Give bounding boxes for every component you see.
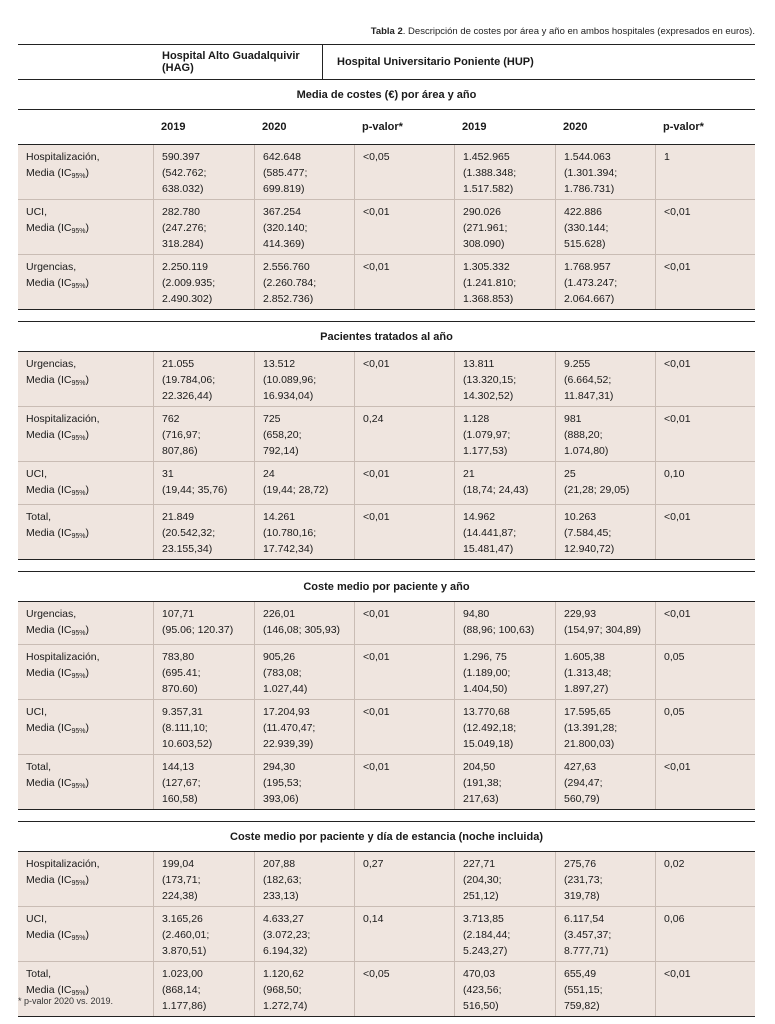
- table-cell: 1.768.957 (1.473.247; 2.064.667): [555, 255, 655, 309]
- table-cell: 25 (21,28; 29,05): [555, 462, 655, 504]
- area-name: UCI,: [26, 206, 47, 218]
- table-cell: 3.165,26 (2.460,01; 3.870,51): [153, 907, 254, 961]
- table-cell: 10.263 (7.584,45; 12.940,72): [555, 505, 655, 559]
- table-cell: 107,71 (95.06; 120.37): [153, 602, 254, 644]
- table-cell: 0,24: [354, 407, 454, 461]
- table-cell: <0,01: [655, 255, 755, 309]
- table-cell: 21.055 (19.784,06; 22.326,44): [153, 352, 254, 406]
- table-cell: <0,01: [354, 645, 454, 699]
- year-header-cell: 2019: [462, 121, 487, 133]
- table-cell: 94,80 (88,96; 100,63): [454, 602, 555, 644]
- table-cell: 725 (658,20; 792,14): [254, 407, 354, 461]
- table-cell: 0,14: [354, 907, 454, 961]
- ic-subscript: 95%: [71, 173, 86, 180]
- cost-table: [18, 44, 755, 1017]
- media-label: Media (IC: [26, 484, 72, 496]
- table-row: [18, 145, 755, 200]
- table-row: [18, 200, 755, 255]
- area-name: Urgencias,: [26, 608, 77, 620]
- table-cell: <0,05: [354, 962, 454, 1016]
- table-cell: 642.648 (585.477; 699.819): [254, 145, 354, 199]
- footnote: * p-valor 2020 vs. 2019.: [18, 996, 114, 1006]
- table-cell: 21.849 (20.542,32; 23.155,34): [153, 505, 254, 559]
- table-cell: 1.605,38 (1.313,48; 1.897,27): [555, 645, 655, 699]
- table-cell: 470,03 (423,56; 516,50): [454, 962, 555, 1016]
- media-label: Media (IC: [26, 624, 72, 636]
- section-gap: [18, 810, 755, 821]
- table-cell: 1.120,62 (968,50; 1.272,74): [254, 962, 354, 1016]
- area-name: Hospitalización,: [26, 413, 100, 425]
- media-label: Media (IC: [26, 777, 72, 789]
- table-cell: <0,01: [655, 200, 755, 254]
- table-cell: <0,01: [354, 602, 454, 644]
- row-label: Urgencias, Media $(IC_{95\%})$: [26, 261, 90, 290]
- table-cell: 17.204,93 (11.470,47; 22.939,39): [254, 700, 354, 754]
- table-cell: <0,01: [354, 505, 454, 559]
- row-label: Total, Media $(IC_{95\%})$: [26, 761, 90, 790]
- table-row: [18, 602, 755, 645]
- table-cell: <0,01: [354, 200, 454, 254]
- table-cell: 3.713,85 (2.184,44; 5.243,27): [454, 907, 555, 961]
- section-title: Pacientes tratados al año: [18, 321, 755, 352]
- ic-subscript: 95%: [71, 783, 86, 790]
- ic-subscript: 95%: [71, 228, 86, 235]
- row-label: Hospitalización, Media $(IC_{95\%})$: [26, 651, 100, 680]
- table-cell: 0,10: [655, 462, 755, 504]
- row-label: Total, Media $(IC_{95\%})$: [26, 511, 90, 540]
- row-label: Urgencias, Media $(IC_{95\%})$: [26, 358, 90, 387]
- table-cell: 1.023,00 (868,14; 1.177,86): [153, 962, 254, 1016]
- table-row: [18, 962, 755, 1017]
- table-cell: 6.117,54 (3.457,37; 8.777,71): [555, 907, 655, 961]
- table-cell: <0,01: [354, 700, 454, 754]
- table-cell: 1.296, 75 (1.189,00; 1.404,50): [454, 645, 555, 699]
- table-cell: 590.397 (542.762; 638.032): [153, 145, 254, 199]
- area-name: Total,: [26, 968, 52, 980]
- section-title: Coste medio por paciente y día de estancia (noche incluida): [18, 821, 755, 852]
- row-label: Urgencias, Media $(IC_{95\%})$: [26, 608, 90, 637]
- table-row: [18, 255, 755, 310]
- table-cell: 905,26 (783,08; 1.027,44): [254, 645, 354, 699]
- table-cell: 427,63 (294,47; 560,79): [555, 755, 655, 809]
- table-cell: 0,06: [655, 907, 755, 961]
- table-cell: 9.357,31 (8.111,10; 10.603,52): [153, 700, 254, 754]
- ic-subscript: 95%: [71, 490, 86, 497]
- caption-text: . Descripción de costes por área y año en ambos hospitales (expresados en euros).: [402, 26, 755, 37]
- year-header-cell: p-valor*: [362, 121, 403, 133]
- table-cell: 227,71 (204,30; 251,12): [454, 852, 555, 906]
- ic-subscript: 95%: [71, 435, 86, 442]
- table-cell: 4.633,27 (3.072,23; 6.194,32): [254, 907, 354, 961]
- media-label: Media (IC: [26, 667, 72, 679]
- year-header-cell: 2020: [563, 121, 588, 133]
- table-cell: <0,01: [655, 602, 755, 644]
- row-label: Hospitalización, Media $(IC_{95\%})$: [26, 413, 100, 442]
- table-cell: 226,01 (146,08; 305,93): [254, 602, 354, 644]
- media-label: Media (IC: [26, 874, 72, 886]
- table-row: [18, 645, 755, 700]
- table-cell: 981 (888,20; 1.074,80): [555, 407, 655, 461]
- ic-subscript: 95%: [71, 673, 86, 680]
- area-name: Urgencias,: [26, 261, 77, 273]
- table-cell: 21 (18,74; 24,43): [454, 462, 555, 504]
- area-name: Hospitalización,: [26, 651, 100, 663]
- table-cell: <0,01: [655, 352, 755, 406]
- table-cell: 31 (19,44; 35,76): [153, 462, 254, 504]
- table-cell: 783,80 (695.41; 870.60): [153, 645, 254, 699]
- ic-subscript: 95%: [71, 935, 86, 942]
- table-row: [18, 700, 755, 755]
- row-label: Hospitalización, Media $(IC_{95\%})$: [26, 858, 100, 887]
- area-name: Urgencias,: [26, 358, 77, 370]
- table-row: [18, 462, 755, 505]
- media-label: Media (IC: [26, 277, 72, 289]
- table-cell: <0,01: [354, 352, 454, 406]
- area-name: UCI,: [26, 706, 47, 718]
- table-cell: 282.780 (247.276; 318.284): [153, 200, 254, 254]
- area-name: UCI,: [26, 913, 47, 925]
- table-cell: <0,01: [655, 755, 755, 809]
- table-cell: 207,88 (182,63; 233,13): [254, 852, 354, 906]
- section-gap: [18, 310, 755, 321]
- area-name: Hospitalización,: [26, 858, 100, 870]
- table-cell: <0,01: [354, 255, 454, 309]
- caption-label: Tabla 2: [370, 26, 403, 37]
- table-cell: 762 (716,97; 807,86): [153, 407, 254, 461]
- ic-subscript: 95%: [71, 880, 86, 887]
- ic-subscript: 95%: [71, 380, 86, 387]
- table-cell: 655,49 (551,15; 759,82): [555, 962, 655, 1016]
- table-cell: 1.544.063 (1.301.394; 1.786.731): [555, 145, 655, 199]
- media-label: Media (IC: [26, 429, 72, 441]
- table-cell: 17.595,65 (13.391,28; 21.800,03): [555, 700, 655, 754]
- media-label: Media (IC: [26, 984, 72, 996]
- table-cell: 0,05: [655, 645, 755, 699]
- row-label: Total, Media $(IC_{95\%})$: [26, 968, 90, 997]
- year-header-row: [18, 110, 755, 145]
- table-cell: <0,01: [655, 962, 755, 1016]
- media-label: Media (IC: [26, 167, 72, 179]
- table-cell: 229,93 (154,97; 304,89): [555, 602, 655, 644]
- area-name: Hospitalización,: [26, 151, 100, 163]
- row-label: UCI, Media $(IC_{95\%})$: [26, 206, 90, 235]
- row-label: UCI, Media $(IC_{95\%})$: [26, 468, 90, 497]
- area-name: Total,: [26, 761, 52, 773]
- table-cell: 13.512 (10.089,96; 16.934,04): [254, 352, 354, 406]
- ic-subscript: 95%: [71, 533, 86, 540]
- table-cell: 294,30 (195,53; 393,06): [254, 755, 354, 809]
- table-cell: 199,04 (173,71; 224,38): [153, 852, 254, 906]
- ic-subscript: 95%: [71, 728, 86, 735]
- table-row: [18, 407, 755, 462]
- table-cell: 275,76 (231,73; 319,78): [555, 852, 655, 906]
- section-title: Coste medio por paciente y año: [18, 571, 755, 602]
- table-row: [18, 852, 755, 907]
- area-name: UCI,: [26, 468, 47, 480]
- table-cell: 0,27: [354, 852, 454, 906]
- section-gap: [18, 560, 755, 571]
- table-cell: <0,05: [354, 145, 454, 199]
- table-cell: 14.962 (14.441,87; 15.481,47): [454, 505, 555, 559]
- media-label: Media (IC: [26, 929, 72, 941]
- year-header-blank: [18, 110, 153, 144]
- row-label: UCI, Media $(IC_{95\%})$: [26, 706, 90, 735]
- hospital-header-row: [18, 44, 755, 80]
- table-cell: 290.026 (271.961; 308.090): [454, 200, 555, 254]
- table-cell: <0,01: [354, 462, 454, 504]
- media-label: Media (IC: [26, 374, 72, 386]
- year-header-cell: p-valor*: [663, 121, 704, 133]
- table-cell: 367.254 (320.140; 414.369): [254, 200, 354, 254]
- table-cell: 0,02: [655, 852, 755, 906]
- table-cell: 422.886 (330.144; 515.628): [555, 200, 655, 254]
- table-cell: 13.770,68 (12.492,18; 15.049,18): [454, 700, 555, 754]
- hup-header: Hospital Universitario Poniente (HUP): [322, 45, 755, 79]
- media-label: Media (IC: [26, 527, 72, 539]
- ic-subscript: 95%: [71, 283, 86, 290]
- table-cell: 0,05: [655, 700, 755, 754]
- year-header-cell: 2019: [161, 121, 186, 133]
- table-row: [18, 755, 755, 810]
- table-cell: 13.811 (13.320,15; 14.302,52): [454, 352, 555, 406]
- table-cell: <0,01: [655, 407, 755, 461]
- table-cell: 2.556.760 (2.260.784; 2.852.736): [254, 255, 354, 309]
- table-caption: [371, 26, 755, 37]
- table-cell: 2.250.119 (2.009.935; 2.490.302): [153, 255, 254, 309]
- table-cell: <0,01: [354, 755, 454, 809]
- table-row: [18, 505, 755, 560]
- table-row: [18, 352, 755, 407]
- table-cell: 1.452.965 (1.388.348; 1.517.582): [454, 145, 555, 199]
- media-label: Media (IC: [26, 722, 72, 734]
- table-cell: 144,13 (127,67; 160,58): [153, 755, 254, 809]
- table-cell: 14.261 (10.780,16; 17.742,34): [254, 505, 354, 559]
- table-cell: 1.128 (1.079,97; 1.177,53): [454, 407, 555, 461]
- table-row: [18, 907, 755, 962]
- year-header-cell: 2020: [262, 121, 287, 133]
- table-cell: <0,01: [655, 505, 755, 559]
- table-cell: 204,50 (191,38; 217,63): [454, 755, 555, 809]
- section-title: Media de costes (€) por área y año: [18, 80, 755, 110]
- table-cell: 1: [655, 145, 755, 199]
- row-label: UCI, Media $(IC_{95\%})$: [26, 913, 90, 942]
- row-label: Hospitalización, Media $(IC_{95\%})$: [26, 151, 100, 180]
- ic-subscript: 95%: [71, 630, 86, 637]
- area-name: Total,: [26, 511, 52, 523]
- ic-subscript: 95%: [71, 990, 86, 997]
- table-cell: 1.305.332 (1.241.810; 1.368.853): [454, 255, 555, 309]
- table-cell: 24 (19,44; 28,72): [254, 462, 354, 504]
- hag-header: Hospital Alto Guadalquivir (HAG): [162, 50, 300, 74]
- media-label: Media (IC: [26, 222, 72, 234]
- table-cell: 9.255 (6.664,52; 11.847,31): [555, 352, 655, 406]
